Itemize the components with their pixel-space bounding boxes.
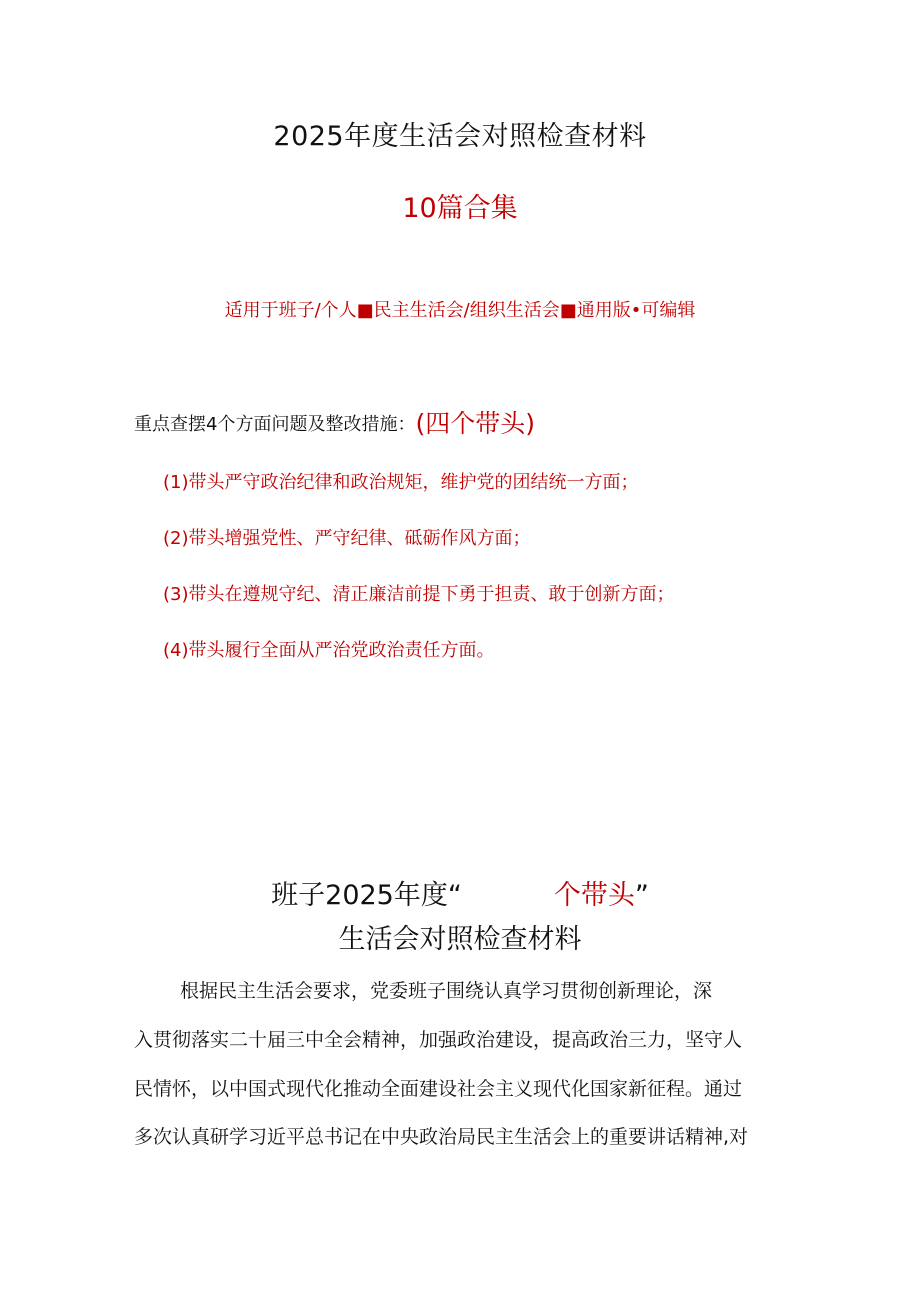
section-title-line-1	[0, 873, 920, 912]
body-text-line: 多次认真研学习近平总书记在中央政治局民主生活会上的重要讲话精神,对	[134, 1126, 749, 1148]
key-point-item: (2)带头增强党性、严守纪律、砥砺作风方面；	[163, 528, 531, 549]
applicability-note: 适用于班子/个人■民主生活会/组织生活会■通用版•可编辑	[224, 300, 696, 321]
key-point-item: (1)带头严守政治纪律和政治规矩，维护党的团结统一方面；	[163, 472, 639, 493]
body-text-line: 入贯彻落实二十届三中全会精神，加强政治建设，提高政治三力，坚守人	[134, 1029, 743, 1051]
section-title-prefix: 班子2025年度	[271, 880, 448, 911]
key-point-item: (4)带头履行全面从严治党政治责任方面。	[163, 640, 495, 661]
body-text-line: 根据民主生活会要求，党委班子围绕认真学习贯彻创新理论，深	[180, 980, 713, 1002]
key-points-heading	[134, 404, 535, 440]
key-points-highlight: (四个带头)	[415, 409, 535, 438]
collection-subtitle: 10篇合集	[402, 193, 518, 224]
document-title: 2025年度生活会对照检查材料	[273, 121, 647, 152]
section-title-close-quote: ”	[634, 880, 649, 911]
key-points-lead: 重点查摆4个方面问题及整改措施：	[134, 414, 416, 435]
section-title-line-2: 生活会对照检查材料	[338, 924, 582, 955]
body-text-line: 民情怀，以中国式现代化推动全面建设社会主义现代化国家新征程。通过	[134, 1078, 743, 1100]
section-title-highlight: 个带头	[553, 880, 635, 911]
section-title-open-quote: “	[447, 880, 462, 911]
key-point-item: (3)带头在遵规守纪、清正廉洁前提下勇于担责、敢于创新方面；	[163, 584, 675, 605]
